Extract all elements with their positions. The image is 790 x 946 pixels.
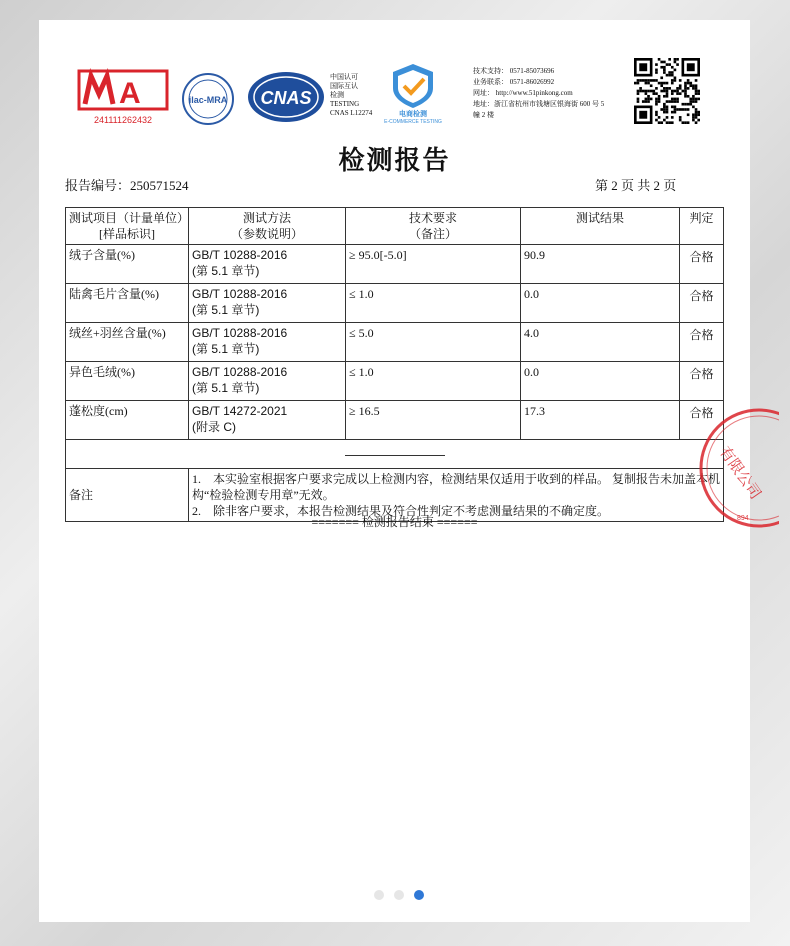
carousel-dot-active[interactable]	[414, 890, 424, 900]
contact-info: 技术支持： 0571-85073696 业务联系： 0571-86026992 网址： http://www.51pinkong.com 地址：浙江省杭州市钱塘区银海街 600 号 5 幢 2 楼	[473, 66, 623, 121]
header-judgement: 判定	[680, 208, 724, 245]
contact-address: 地址：浙江省杭州市钱塘区银海街 600 号 5	[473, 100, 605, 108]
table-header-row	[66, 208, 724, 245]
cnas-caption: 中国认可 国际互认 检测 TESTING CNAS L12274	[330, 73, 373, 117]
cma-number: 241111262432	[93, 115, 153, 125]
ecommerce-testing-logo	[377, 62, 449, 124]
carousel-dot[interactable]	[394, 890, 404, 900]
contact-website: 网址： http://www.51pinkong.com	[473, 89, 573, 97]
svg-text:CNAS: CNAS	[260, 88, 312, 108]
cma-logo	[75, 68, 171, 126]
svg-text:894: 894	[737, 515, 749, 522]
report-page	[39, 20, 765, 922]
header-requirement: 技术要求 （备注）	[346, 208, 521, 245]
page-indicator: 第 2 页 共 2 页	[595, 178, 677, 193]
header-method: 测试方法 （参数说明）	[189, 208, 346, 245]
table-row: 蓬松度(cm) GB/T 14272-2021 (附录 C) ≥ 16.5 17.3 合格	[66, 401, 724, 440]
official-seal	[679, 406, 779, 536]
separator-line	[345, 455, 445, 456]
carousel-dot[interactable]	[374, 890, 384, 900]
qr-code[interactable]	[631, 58, 703, 124]
ilac-mra-logo	[179, 72, 237, 126]
carousel-indicator	[369, 887, 429, 905]
svg-text:A: A	[119, 77, 141, 110]
page-title: 检测报告	[338, 146, 451, 175]
header-item: 测试项目（计量单位） [样品标识]	[66, 208, 189, 245]
results-table	[65, 207, 724, 522]
table-row: 绒丝+羽丝含量(%) GB/T 10288-2016 (第 5.1 章节) ≤ 5.0 4.0 合格	[66, 323, 724, 362]
contact-tech-support: 技术支持： 0571-85073696	[473, 67, 555, 75]
cnas-logo	[246, 70, 326, 124]
svg-text:E-COMMERCE TESTING: E-COMMERCE TESTING	[384, 119, 442, 124]
report-number: 报告编号：250571524	[65, 178, 189, 193]
contact-business: 业务联系： 0571-86026992	[473, 78, 555, 86]
svg-text:电商检测: 电商检测	[399, 110, 427, 118]
table-row: 陆禽毛片含量(%) GB/T 10288-2016 (第 5.1 章节) ≤ 1.0 0.0 合格	[66, 284, 724, 323]
note-2: 2. 除非客户要求，本报告检测结果及符合性判定不考虑测量结果的不确定度。	[192, 504, 610, 518]
separator-row	[66, 440, 724, 469]
report-end-mark: ======= 检测报告结束 ======	[311, 515, 478, 529]
svg-text:ilac-MRA: ilac-MRA	[188, 95, 228, 105]
svg-text:有限公司: 有限公司	[715, 442, 765, 503]
header-result: 测试结果	[521, 208, 680, 245]
table-row: 异色毛绒(%) GB/T 10288-2016 (第 5.1 章节) ≤ 1.0 0.0 合格	[66, 362, 724, 401]
note-1: 1. 本实验室根据客户要求完成以上检测内容，检测结果仅适用于收到的样品。 复制报告未加盖本机构“检验检测专用章”无效。	[192, 472, 721, 502]
notes-label: 备注	[66, 469, 189, 522]
table-row: 绒子含量(%) GB/T 10288-2016 (第 5.1 章节) ≥ 95.0[-5.0] 90.9 合格	[66, 245, 724, 284]
